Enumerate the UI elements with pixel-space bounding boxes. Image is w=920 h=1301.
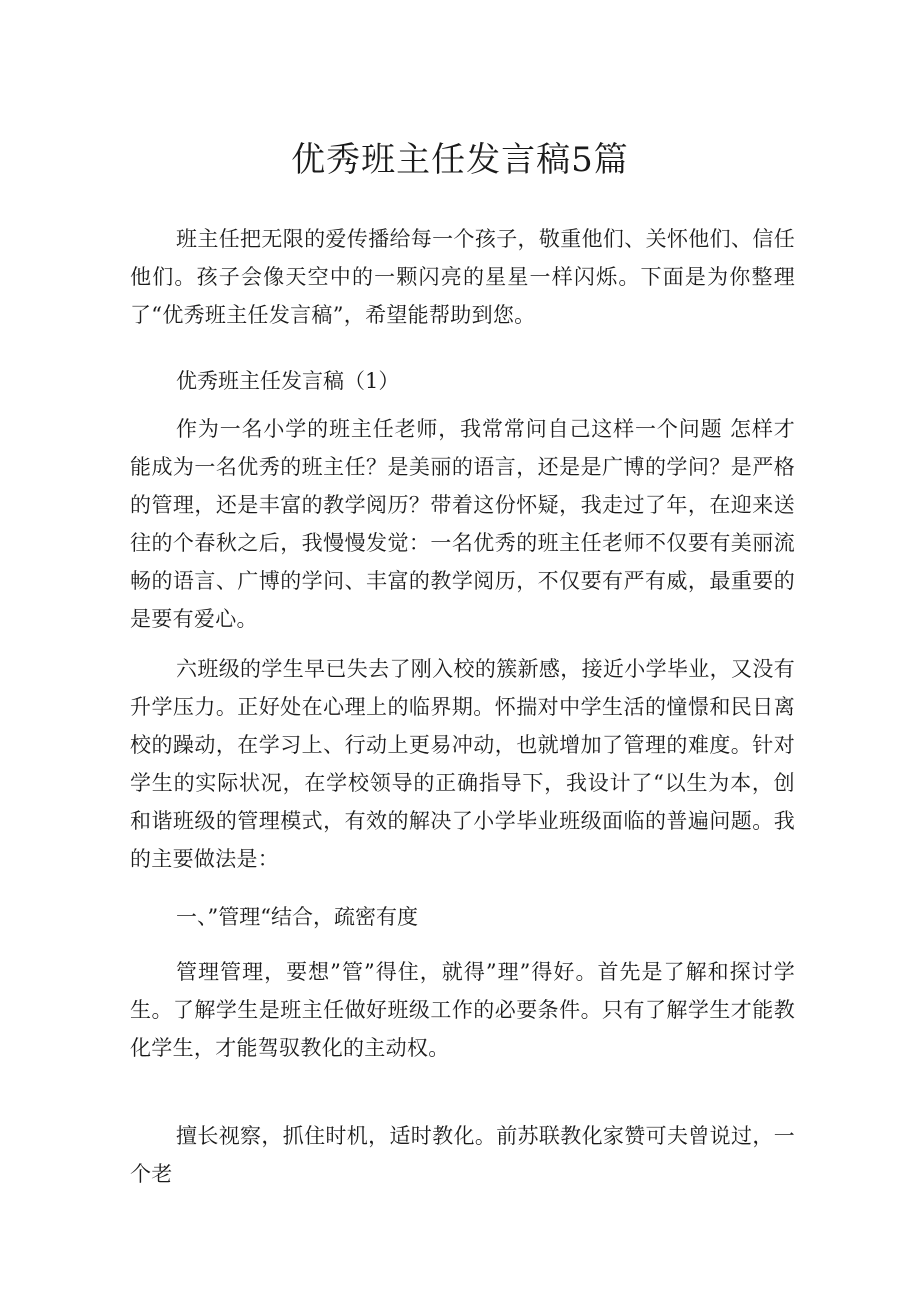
body-paragraph-class-situation: 六班级的学生早已失去了刚入校的簇新感，接近小学毕业，又没有升学压力。正好处在心理上的临界期。怀揣对中学生活的憧憬和民日离校的躁动，在学习上、行动上更易冲动，也就增加了管理的难度。针对学生的实际状况，在学校领导的正确指导下，我设计了“以生为本，创和谐班级的管理模式，有效的解决了小学毕业班级面临的普遍问题。我的主要做法是： xyxy=(130,657,795,871)
document-title: 优秀班主任发言稿5篇 xyxy=(291,140,629,180)
body-paragraph-question: 作为一名小学的班主任老师，我常常问自己这样一个问题 怎样才能成为一名优秀的班主任？是美丽的语言，还是是广博的学问？是严格的管理，还是丰富的教学阅历？带着这份怀疑，我走过了年，在迎来送往的个春秋之后，我慢慢发觉：一名优秀的班主任老师不仅要有美丽流畅的语言、广博的学问、丰富的教学阅历，不仅要有严有威，最重要的是要有爱心。 xyxy=(130,417,795,631)
intro-paragraph: 班主任把无限的爱传播给每一个孩子，敬重他们、关怀他们、信任他们。孩子会像天空中的一颗闪亮的星星一样闪烁。下面是为你整理了“优秀班主任发言稿”，希望能帮助到您。 xyxy=(130,227,795,327)
section-heading-speech-1: 优秀班主任发言稿（1） xyxy=(176,369,400,393)
body-paragraph-management: 管理管理，要想”管”得住，就得”理”得好。首先是了解和探讨学生。了解学生是班主任做好班级工作的必要条件。只有了解学生才能教化学生，才能驾驭教化的主动权。 xyxy=(130,960,795,1060)
body-paragraph-observation: 擅长视察，抓住时机，适时教化。前苏联教化家赞可夫曾说过，一个老 xyxy=(130,1124,795,1186)
subsection-heading-management: 一、”管理“结合，疏密有度 xyxy=(176,905,418,929)
